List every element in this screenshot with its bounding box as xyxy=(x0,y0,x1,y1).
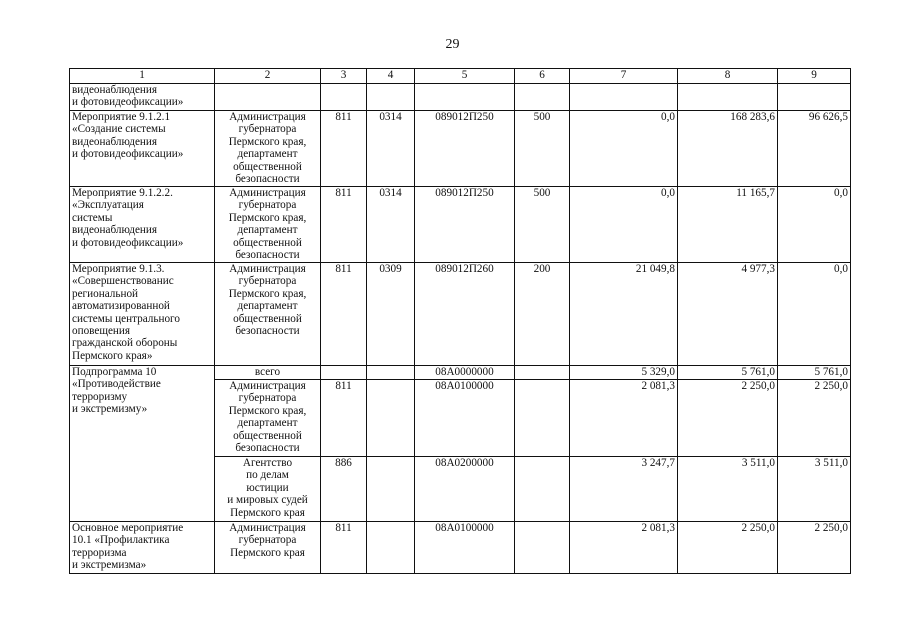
column-header: 2 xyxy=(215,69,321,84)
table-row xyxy=(70,522,851,574)
column-header: 4 xyxy=(367,69,415,84)
csr-cell xyxy=(415,84,515,111)
vr-cell: 500 xyxy=(515,111,570,187)
measure-name-cell: Мероприятие 9.1.2.2. «Эксплуатация системы видеонаблюдения и фотовидеофиксации» xyxy=(70,187,215,263)
csr-cell: 089012П250 xyxy=(415,187,515,263)
rzpr-cell xyxy=(367,84,415,111)
rzpr-cell xyxy=(367,457,415,522)
csr-cell: 08А0000000 xyxy=(415,366,515,380)
vr-cell xyxy=(515,84,570,111)
amount-year1-cell: 3 247,7 xyxy=(570,457,678,522)
vr-cell xyxy=(515,380,570,457)
column-header: 6 xyxy=(515,69,570,84)
column-header: 1 xyxy=(70,69,215,84)
executor-cell: Администрация губернатора Пермского края, департамент общественной безопасности xyxy=(215,380,321,457)
table-row xyxy=(70,111,851,187)
header-row xyxy=(70,69,851,84)
grbs-cell xyxy=(321,84,367,111)
amount-year3-cell: 96 626,5 xyxy=(778,111,851,187)
rzpr-cell xyxy=(367,380,415,457)
table-row xyxy=(70,187,851,263)
amount-year2-cell: 2 250,0 xyxy=(678,522,778,574)
csr-cell: 08А0100000 xyxy=(415,522,515,574)
grbs-cell: 811 xyxy=(321,111,367,187)
grbs-cell: 811 xyxy=(321,263,367,366)
executor-cell: Администрация губернатора Пермского края, департамент общественной безопасности xyxy=(215,111,321,187)
amount-year2-cell: 11 165,7 xyxy=(678,187,778,263)
executor-cell: Администрация губернатора Пермского края xyxy=(215,522,321,574)
amount-year1-cell: 2 081,3 xyxy=(570,380,678,457)
measure-name-cell: Мероприятие 9.1.2.1 «Создание системы видеонаблюдения и фотовидеофиксации» xyxy=(70,111,215,187)
csr-cell: 089012П260 xyxy=(415,263,515,366)
amount-year1-cell xyxy=(570,84,678,111)
csr-cell: 08А0100000 xyxy=(415,380,515,457)
measure-name-cell: Мероприятие 9.1.3. «Совершенствованис региональной автоматизированной системы центрального оповещения гражданской обороны Пермского края» xyxy=(70,263,215,366)
amount-year2-cell xyxy=(678,84,778,111)
column-header: 3 xyxy=(321,69,367,84)
amount-year1-cell: 0,0 xyxy=(570,187,678,263)
rzpr-cell: 0309 xyxy=(367,263,415,366)
amount-year1-cell: 2 081,3 xyxy=(570,522,678,574)
vr-cell: 200 xyxy=(515,263,570,366)
amount-year3-cell: 5 761,0 xyxy=(778,366,851,380)
grbs-cell: 811 xyxy=(321,187,367,263)
executor-cell: всего xyxy=(215,366,321,380)
vr-cell: 500 xyxy=(515,187,570,263)
csr-cell: 08А0200000 xyxy=(415,457,515,522)
rzpr-cell: 0314 xyxy=(367,111,415,187)
amount-year2-cell: 5 761,0 xyxy=(678,366,778,380)
amount-year3-cell: 2 250,0 xyxy=(778,380,851,457)
table-row xyxy=(70,84,851,111)
grbs-cell xyxy=(321,366,367,380)
rzpr-cell xyxy=(367,366,415,380)
executor-cell: Администрация губернатора Пермского края, департамент общественной безопасности xyxy=(215,187,321,263)
amount-year1-cell: 5 329,0 xyxy=(570,366,678,380)
amount-year2-cell: 3 511,0 xyxy=(678,457,778,522)
vr-cell xyxy=(515,457,570,522)
amount-year3-cell: 3 511,0 xyxy=(778,457,851,522)
column-header: 7 xyxy=(570,69,678,84)
vr-cell xyxy=(515,366,570,380)
subprogram-name-cell: Подпрограмма 10 «Противодействие терроризму и экстремизму» xyxy=(70,366,215,522)
grbs-cell: 811 xyxy=(321,380,367,457)
column-header: 8 xyxy=(678,69,778,84)
amount-year2-cell: 168 283,6 xyxy=(678,111,778,187)
grbs-cell: 886 xyxy=(321,457,367,522)
amount-year3-cell xyxy=(778,84,851,111)
executor-cell: Агентство по делам юстиции и мировых судей Пермского края xyxy=(215,457,321,522)
amount-year2-cell: 2 250,0 xyxy=(678,380,778,457)
page-number: 29 xyxy=(445,37,460,52)
budget-table xyxy=(69,68,851,574)
executor-cell: Администрация губернатора Пермского края, департамент общественной безопасности xyxy=(215,263,321,366)
executor-cell xyxy=(215,84,321,111)
csr-cell: 089012П250 xyxy=(415,111,515,187)
amount-year1-cell: 0,0 xyxy=(570,111,678,187)
measure-name-cell: Основное мероприятие 10.1 «Профилактика терроризма и экстремизма» xyxy=(70,522,215,574)
amount-year3-cell: 0,0 xyxy=(778,263,851,366)
amount-year3-cell: 0,0 xyxy=(778,187,851,263)
column-header: 5 xyxy=(415,69,515,84)
amount-year2-cell: 4 977,3 xyxy=(678,263,778,366)
grbs-cell: 811 xyxy=(321,522,367,574)
column-header: 9 xyxy=(778,69,851,84)
table-row xyxy=(70,366,851,380)
amount-year3-cell: 2 250,0 xyxy=(778,522,851,574)
rzpr-cell: 0314 xyxy=(367,187,415,263)
table-row xyxy=(70,263,851,366)
vr-cell xyxy=(515,522,570,574)
amount-year1-cell: 21 049,8 xyxy=(570,263,678,366)
rzpr-cell xyxy=(367,522,415,574)
measure-name-cell: видеонаблюдения и фотовидеофиксации» xyxy=(70,84,215,111)
